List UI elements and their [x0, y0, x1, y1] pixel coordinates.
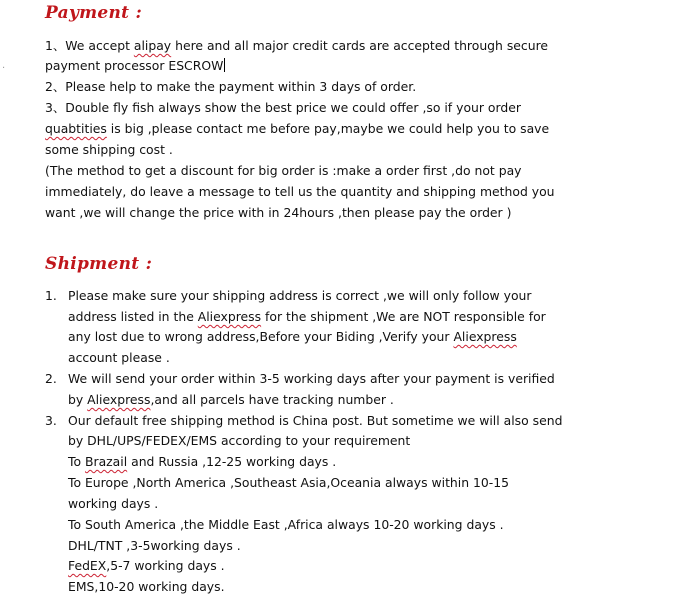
- payment-line: [45, 142, 173, 158]
- line-text: DHL/TNT ,3-5working days .: [68, 538, 241, 553]
- line-text: To: [68, 454, 85, 469]
- line-text: To South America ,the Middle East ,Africa always 10-20 working days .: [68, 517, 504, 532]
- shipment-line: [68, 558, 225, 574]
- shipment-line: [68, 309, 546, 325]
- line-text: To Europe ,North America ,Southeast Asia,Oceania always within 10-15: [68, 475, 510, 490]
- line-text: by: [68, 392, 88, 407]
- shipment-line: [68, 454, 336, 470]
- list-number: 1.: [45, 288, 57, 303]
- spellcheck-word: quabtities: [45, 121, 107, 136]
- line-text: 3、Double fly fish always show the best price we could offer ,so if your order: [45, 100, 521, 115]
- line-text: account please .: [68, 350, 170, 365]
- payment-line: [45, 205, 511, 221]
- line-text: (The method to get a discount for big order is :make a order first ,do not pay: [45, 163, 522, 178]
- shipment-line: [68, 371, 555, 387]
- line-text: and Russia ,12-25 working days .: [127, 454, 337, 469]
- line-text: payment processor ESCROW: [45, 58, 224, 73]
- payment-line: [45, 121, 549, 137]
- line-text: ,and all parcels have tracking number .: [150, 392, 394, 407]
- payment-line: [45, 184, 555, 200]
- spellcheck-word: alipay: [133, 38, 172, 53]
- line-text: working days .: [68, 496, 159, 511]
- payment-line: [45, 79, 416, 95]
- spellcheck-word: Aliexpress: [87, 392, 151, 407]
- line-text: for the shipment ,We are NOT responsible for: [261, 309, 546, 324]
- spellcheck-word: Aliexpress: [453, 329, 517, 344]
- spellcheck-word: Aliexpress: [197, 309, 262, 324]
- shipment-line: [68, 350, 170, 366]
- line-text: Our default free shipping method is China post. But sometime we will also send: [68, 413, 563, 428]
- line-text: EMS,10-20 working days.: [68, 579, 225, 594]
- shipment-line: [68, 288, 531, 304]
- payment-heading: Payment :: [45, 3, 143, 23]
- line-text: want ,we will change the price with in 24hours ,then please pay the order ): [45, 205, 512, 220]
- shipment-line: [68, 538, 241, 554]
- line-text: 2、Please help to make the payment within 3 days of order.: [45, 79, 417, 94]
- line-text: any lost due to wrong address,Before your Biding ,Verify your: [68, 329, 454, 344]
- payment-line: [45, 163, 522, 179]
- payment-line: [45, 100, 521, 116]
- list-number: 2.: [45, 371, 57, 386]
- line-text: some shipping cost .: [45, 142, 173, 157]
- text-cursor: [224, 58, 225, 72]
- shipment-line: [68, 413, 562, 429]
- line-text: is big ,please contact me before pay,maybe we could help you to save: [106, 121, 550, 136]
- payment-line: [45, 38, 548, 54]
- line-text: by DHL/UPS/FEDEX/EMS according to your requirement: [68, 433, 411, 448]
- line-text: ,5-7 working days .: [106, 558, 225, 573]
- line-text: 1、We accept: [45, 38, 134, 53]
- line-text: here and all major credit cards are accepted through secure: [171, 38, 549, 53]
- line-text: immediately, do leave a message to tell us the quantity and shipping method you: [45, 184, 555, 199]
- margin-mark: ·: [2, 63, 6, 74]
- shipment-line: [68, 329, 517, 345]
- list-number: 3.: [45, 413, 57, 428]
- shipment-heading: Shipment :: [45, 254, 153, 274]
- shipment-line: [68, 579, 225, 595]
- shipment-line: [68, 433, 410, 449]
- shipment-line: [68, 392, 394, 408]
- spellcheck-word: FedEX: [68, 558, 107, 573]
- shipment-line: [68, 496, 158, 512]
- line-text: address listed in the: [68, 309, 198, 324]
- payment-line: [45, 58, 225, 74]
- line-text: Please make sure your shipping address is correct ,we will only follow your: [68, 288, 532, 303]
- spellcheck-word: Brazail: [84, 454, 128, 469]
- shipment-line: [68, 475, 509, 491]
- shipment-line: [68, 517, 504, 533]
- line-text: We will send your order within 3-5 working days after your payment is verified: [68, 371, 555, 386]
